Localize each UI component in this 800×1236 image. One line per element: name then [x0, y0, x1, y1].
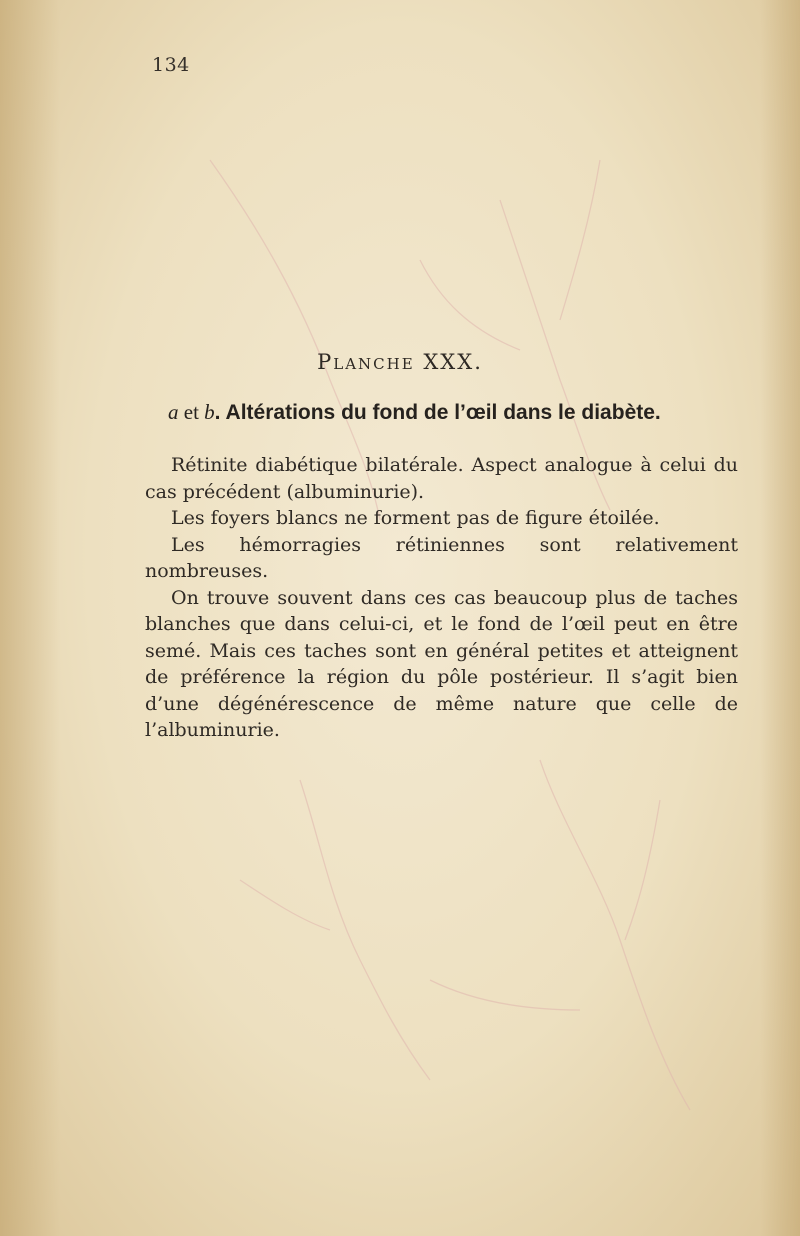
subtitle-text: . Altérations du fond de l’œil dans le diabète.: [214, 401, 661, 424]
plate-subtitle: [168, 400, 661, 425]
paragraph: On trouve souvent dans ces cas beaucoup plus de taches blanches que dans celui-ci, et le fond de l’œil peut en être semé. Mais ces taches sont en général petites et atteignent de préférence la région du pôle postérieur. Il s’agit bien d’une dégénérescence de même nature que celle de l’albuminurie.: [145, 586, 738, 741]
subtitle-label-a: a: [168, 400, 179, 424]
subtitle-label-b: b: [204, 400, 215, 424]
subtitle-conjunction: et: [178, 400, 205, 424]
paragraph: Les foyers blancs ne forment pas de figure étoilée.: [171, 507, 660, 529]
paragraph: Rétinite diabétique bilatérale. Aspect analogue à celui du cas précédent (albuminurie).: [145, 454, 738, 503]
paragraph: Les hémorragies rétiniennes sont relativement nombreuses.: [145, 533, 738, 582]
plate-title: Planche XXX.: [317, 350, 483, 374]
body-text: [145, 452, 738, 744]
page-number: 134: [152, 54, 190, 76]
